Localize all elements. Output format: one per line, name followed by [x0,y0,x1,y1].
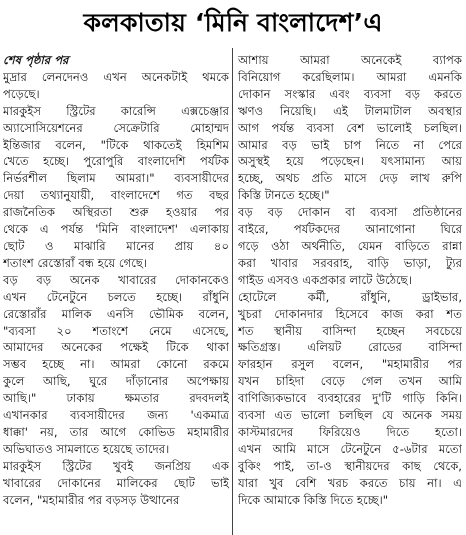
left-column-body [3,69,229,509]
text-line: মুদ্রার লেনদেনও এখন অনেকটাই থমকে [3,69,229,84]
text-line: ঋণও নিয়েছি। এই টালমাটাল অবস্থার [238,103,462,118]
text-line: যখন চাহিদা বেড়ে গেল তখন আমি [238,374,462,389]
text-line: ইন্তিজার বলেন, "টিকে থাকতেই হিমশিম [3,137,229,152]
paragraph [3,103,229,272]
text-line: খেতে হচ্ছে। পুরোপুরি বাংলাদেশি পর্যটক [3,154,229,169]
text-line: দোকান সংস্কার এবং ব্যবসা বড় করতে [238,86,462,101]
paragraph [3,69,229,103]
text-line: সম্ভব হচ্ছে না। আমরা কোনো রকমে [3,357,229,372]
text-line: নির্ভরশীল ছিলাম আমরা।" ব্যবসায়ীদের [3,171,229,186]
text-line: দিকে আমাকে কিস্তি দিতে হচ্ছে।" [238,492,389,507]
text-line: পড়েছে। [3,86,40,101]
text-line: "ব্যবসা ২০ শতাংশে নেমে এসেছে, [3,323,229,338]
text-line: হোটেলে কর্মী, রাঁধুনি, ড্রাইভার, [238,289,462,304]
paragraph [238,52,462,204]
text-line: থেকে এ পর্যন্ত 'মিনি বাংলাদেশ' এলাকায় [3,222,229,237]
text-line: বড় বড় অনেক খাবারের দোকানকেও [3,272,229,287]
text-line: গড়ে ওঠা অর্থনীতি, যেমন বাড়িতে রান্না [238,238,462,253]
text-line: খাবারের দোকানের মালিকের ছোট ভাই [3,475,229,490]
text-line: মারকুইস স্ট্রিটের খুবই জনপ্রিয় এক [3,458,229,473]
text-line: ছোট ও মাঝারি মানের প্রায় ৪০ [3,238,229,253]
text-line: গাইড এসবও একপ্রকার লাটে উঠেছে। [238,272,412,287]
text-line: রেস্তোরাঁর মালিক এনসি ভৌমিক বলেন, [3,306,229,321]
paragraph [238,289,462,509]
paragraph [3,458,229,509]
text-line: এখন আমি মাসে টেনেটুনে ৫-৬টার মতো [238,441,462,456]
text-line: অভিঘাতও সামলাতে হয়েছে তাদের। [3,441,170,456]
text-line: কুলে আছি, ঘুরে দাঁড়ানোর অপেক্ষায় [3,374,229,389]
text-line: বাণিজ্যিকভাবে ব্যবহারের দু'টি গাড়ি কিনি। [238,391,462,406]
text-line: শতাংশ রেস্তোরাঁ বন্ধ হয়ে গেছে। [3,255,148,270]
text-line: খুচরা দোকানদার হিসেবে কাজ করা শত [238,306,462,321]
text-line: দেয়া তথ্যানুযায়ী, বাংলাদেশে গত বছর [3,188,229,203]
text-line: কাস্টমারদের ফিরিয়েও দিতে হতো। [238,424,462,439]
left-column [3,52,229,508]
text-line: বলেন, "মহামারীর পর বড়সড় উত্থানের [3,492,180,507]
headline: কলকাতায় ‘মিনি বাংলাদেশ’এ [83,8,383,37]
text-line: ফারহান রসুল বলেন, "মহামারীর পর [238,357,462,372]
continued-label: শেষ পৃষ্ঠার পর [3,53,69,67]
text-line: কিস্তি টানতে হচ্ছে।" [238,188,330,203]
text-line: এখন টেনেটুনে চলতে হচ্ছে। রাঁধুনি [3,289,229,304]
column-divider [232,48,233,535]
text-line: করা খাবার সরবরাহ, বাড়ি ভাড়া, ট্যুর [238,255,462,270]
text-line: শত স্থানীয় বাসিন্দা হচ্ছেন সবচেয়ে [238,323,462,338]
text-line: বাইরে, পর্যটকদের আনাগোনা ঘিরে [238,222,462,237]
right-column-body [238,52,462,508]
text-line: অ্যাসোসিয়েশনের সেক্রেটারি মোহাম্মদ [3,120,229,135]
paragraph [238,204,462,289]
text-line: এখানকার ব্যবসায়ীদের জন্য 'একমাত্র [3,408,229,423]
text-line: বুকিং পাই, তা-ও স্থানীয়দের কাছ থেকে, [238,458,462,473]
text-line: ব্যবসা এত ভালো চলছিল যে অনেক সময় [238,408,462,423]
text-line: যারা খুব বেশি খরচ করতে চায় না। এ [238,475,462,490]
text-line: ক্ষতিগ্রস্ত। এলিয়ট রোডের বাসিন্দা [238,340,462,355]
text-line: রাজনৈতিক অস্থিরতা শুরু হওয়ার পর [3,205,229,220]
paragraph [3,272,229,458]
text-line: ধাক্কা' নয়, তার আগে কোভিড মহামারীর [3,424,229,439]
text-line: মারকুইস স্ট্রিটের কারেন্সি এক্সচেঞ্জার [3,103,229,118]
text-line: আগ পর্যন্ত ব্যবসা বেশ ভালোই চলছিল। [238,120,462,135]
text-line: আমাদের অনেকের পক্ষেই টিকে থাকা [3,340,229,355]
text-line: বড় বড় দোকান বা ব্যবসা প্রতিষ্ঠানের [238,205,462,220]
right-column [238,52,462,508]
text-line: বিনিয়োগ করেছিলাম। আমরা এমনকি [238,69,462,84]
text-line: আমার বড় ভাই চাপ নিতে না পেরে [238,137,462,152]
text-line: আছি।" ঢাকায় ক্ষমতার রদবদলই [3,391,229,406]
text-line: হচ্ছে, অথচ প্রতি মাসে দেড় লাখ রুপি [238,171,462,186]
text-line: অসুস্থই হয়ে পড়েছেন। যৎসামান্য আয় [238,154,462,169]
text-line: আশায় আমরা অনেকেই ব্যাপক [238,53,462,67]
